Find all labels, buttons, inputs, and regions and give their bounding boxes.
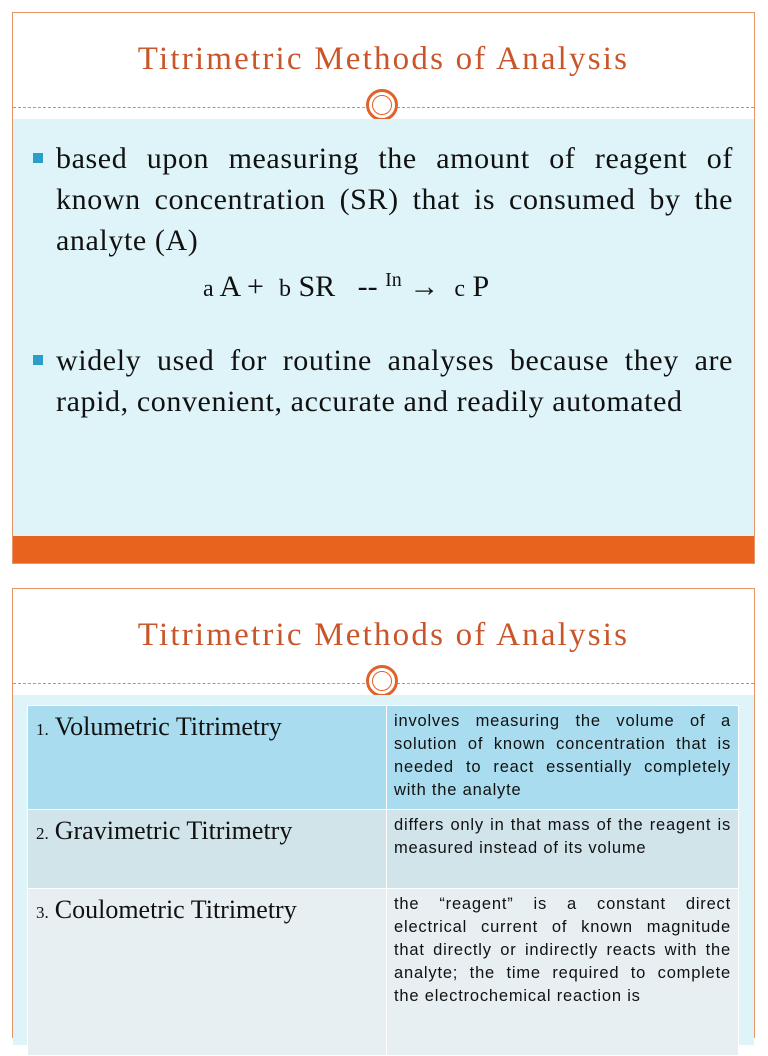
description-cell: the “reagent” is a constant direct electrical current of known magnitude that directly or indirectly reacts with the analyte; the time required to complete the electrochemical reaction is (387, 889, 739, 1056)
coef-b: b (278, 276, 291, 302)
ring-ornament-icon (366, 89, 398, 121)
species-a: A (219, 270, 240, 303)
method-cell (28, 889, 387, 1056)
table-row (28, 706, 739, 810)
slide-2 (12, 588, 755, 1038)
ring-ornament-icon (366, 665, 398, 697)
square-bullet-icon (33, 153, 43, 163)
method-cell (28, 810, 387, 889)
plus-sign: + (247, 270, 264, 303)
bullet-text: widely used for routine analyses because they are rapid, convenient, accurate and readily automated (56, 344, 733, 418)
square-bullet-icon (33, 355, 43, 365)
row-number: 2. (36, 824, 49, 843)
indicator-label: In (385, 269, 402, 291)
slide-body (13, 695, 754, 1045)
slide-1 (12, 12, 755, 564)
method-name: Volumetric Titrimetry (54, 712, 282, 741)
bullet-item (33, 340, 733, 422)
arrow-icon: → (409, 270, 440, 303)
row-number: 1. (36, 720, 49, 739)
bullet-text: based upon measuring the amount of reagent of known concentration (SR) that is consumed by the analyte (A) (56, 142, 733, 257)
table-row (28, 889, 739, 1056)
method-cell (28, 706, 387, 810)
dashes: -- (357, 270, 378, 303)
coef-c: c (454, 276, 465, 302)
reaction-equation (203, 269, 489, 304)
slide-title: Titrimetric Methods of Analysis (137, 617, 630, 653)
description-cell: involves measuring the volume of a solution of known concentration that is needed to react essentially completely with the analyte (387, 706, 739, 810)
row-number: 3. (36, 903, 49, 922)
method-name: Coulometric Titrimetry (54, 895, 297, 924)
bullet-item (33, 138, 733, 261)
product-p: P (472, 270, 490, 303)
coef-a: a (203, 276, 214, 302)
slide-body (13, 119, 754, 537)
method-name: Gravimetric Titrimetry (54, 816, 293, 845)
methods-table (27, 705, 739, 1056)
slide-title: Titrimetric Methods of Analysis (137, 41, 630, 77)
table-row (28, 810, 739, 889)
accent-bar (13, 536, 754, 563)
species-sr: SR (298, 270, 336, 303)
description-cell: differs only in that mass of the reagent is measured instead of its volume (387, 810, 739, 889)
